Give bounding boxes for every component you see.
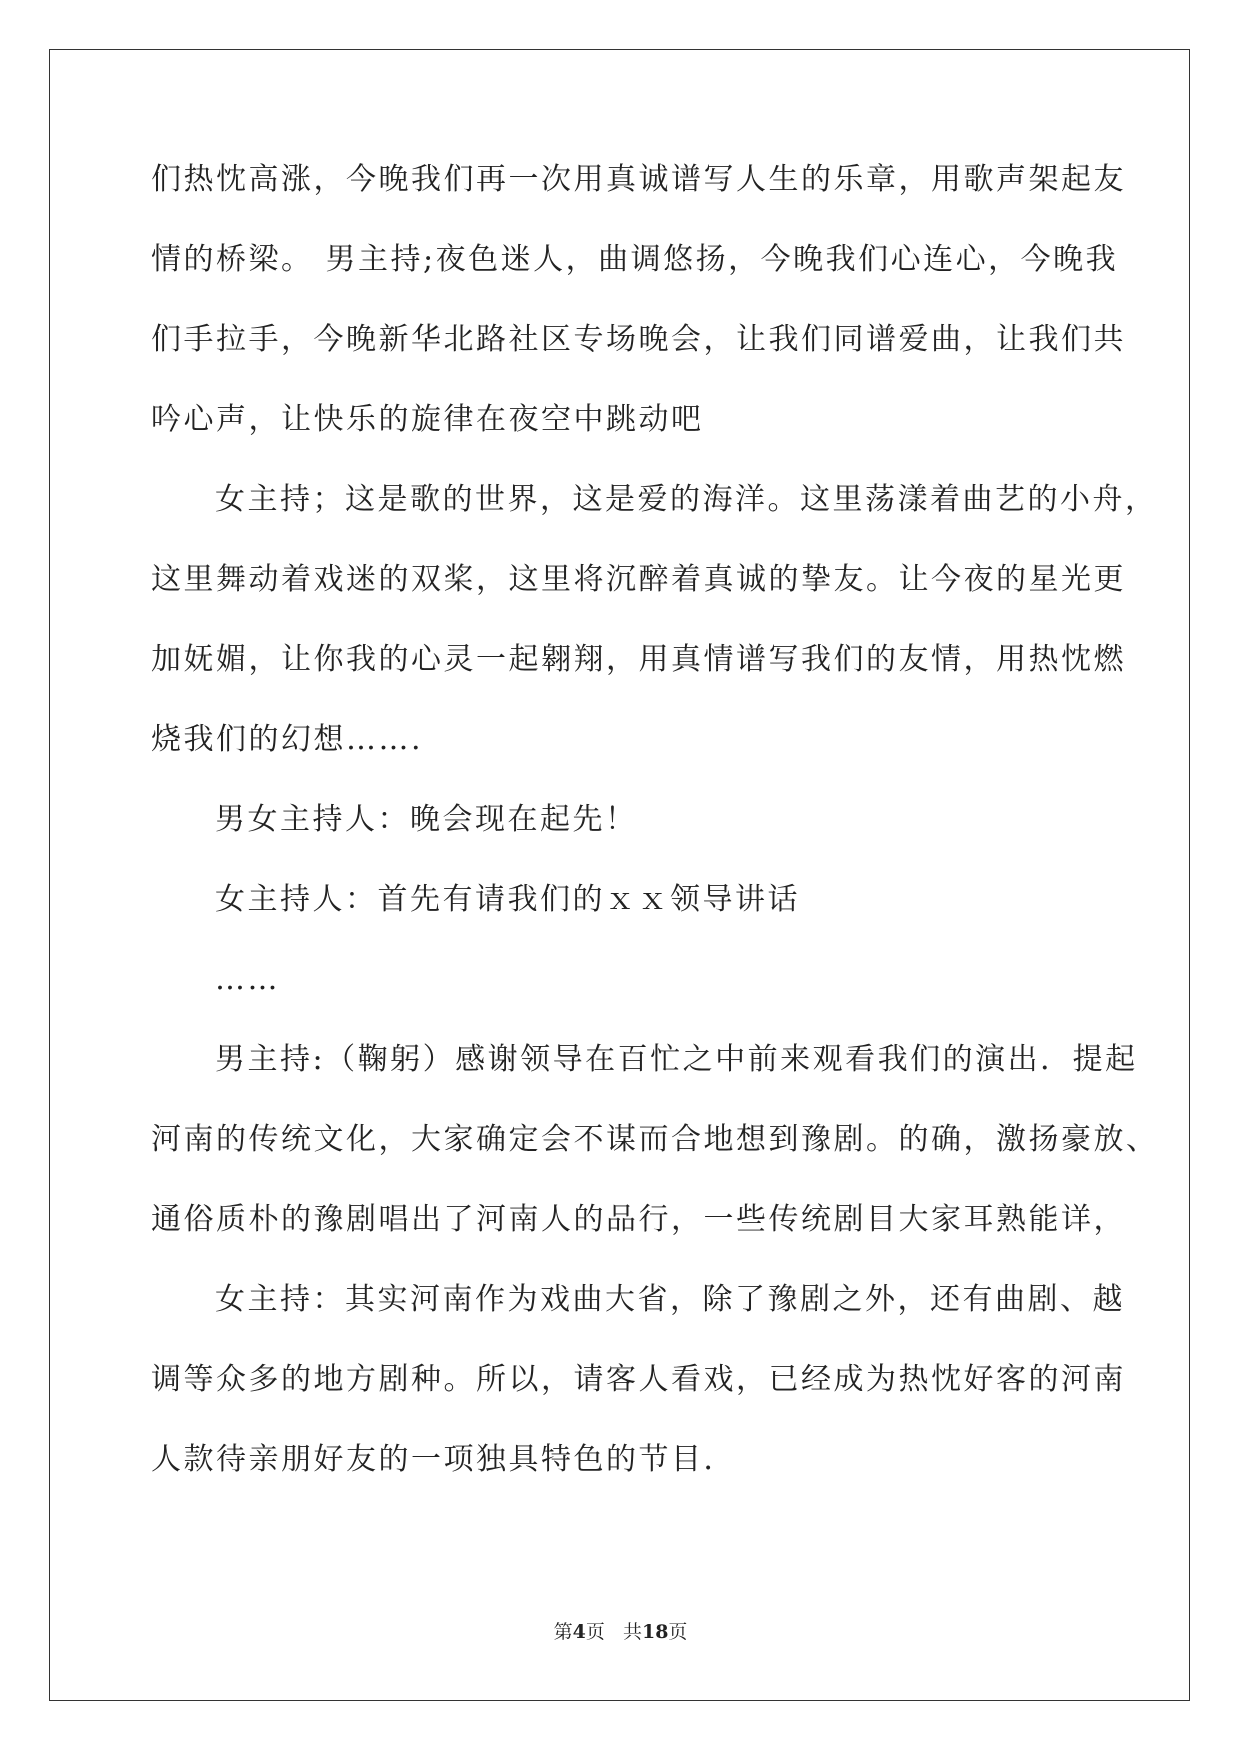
text-line: 人款待亲朋好友的一项独具特色的节目．	[151, 1442, 736, 1477]
footer-total-prefix: 共	[622, 1621, 642, 1643]
paragraph-start: 女主持；这是歌的世界，这是爱的海洋。这里荡漾着曲艺的小舟，	[215, 482, 1158, 517]
paragraph-start: 女主持：其实河南作为戏曲大省，除了豫剧之外，还有曲剧、越	[215, 1282, 1125, 1317]
footer-total-suffix: 页	[668, 1621, 688, 1643]
text-line: 烧我们的幻想…….	[151, 722, 424, 757]
text-line: 们热忱高涨，今晚我们再一次用真诚谱写人生的乐章，用歌声架起友	[151, 162, 1126, 197]
footer-prefix: 第	[553, 1621, 573, 1643]
text-line: 通俗质朴的豫剧唱出了河南人的品行，一些传统剧目大家耳熟能详，	[151, 1202, 1126, 1237]
text-line: 河南的传统文化，大家确定会不谋而合地想到豫剧。的确，激扬豪放、	[151, 1122, 1159, 1157]
paragraph-start: 男主持:（鞠躬）感谢领导在百忙之中前来观看我们的演出．提起	[215, 1042, 1138, 1077]
text-line: 加妩媚，让你我的心灵一起翱翔，用真情谱写我们的友情，用热忱燃	[151, 642, 1126, 677]
ellipsis-line: ……	[215, 962, 280, 997]
paragraph-start: 男女主持人：晚会现在起先！	[215, 802, 638, 837]
page-footer	[0, 1617, 1241, 1644]
text-line: 吟心声，让快乐的旋律在夜空中跳动吧	[151, 402, 704, 437]
page-number: 4	[572, 1621, 586, 1643]
text-line: 们手拉手，今晚新华北路社区专场晚会，让我们同谱爱曲，让我们共	[151, 322, 1126, 357]
text-line: 调等众多的地方剧种。所以，请客人看戏，已经成为热忱好客的河南	[151, 1362, 1126, 1397]
total-pages: 18	[641, 1621, 669, 1643]
paragraph-start: 女主持人：首先有请我们的ｘｘ领导讲话	[215, 882, 800, 917]
text-line: 情的桥梁。 男主持;夜色迷人，曲调悠扬，今晚我们心连心，今晚我	[151, 242, 1119, 277]
text-line: 这里舞动着戏迷的双桨，这里将沉醉着真诚的挚友。让今夜的星光更	[151, 562, 1126, 597]
footer-page-suffix: 页	[585, 1621, 605, 1643]
